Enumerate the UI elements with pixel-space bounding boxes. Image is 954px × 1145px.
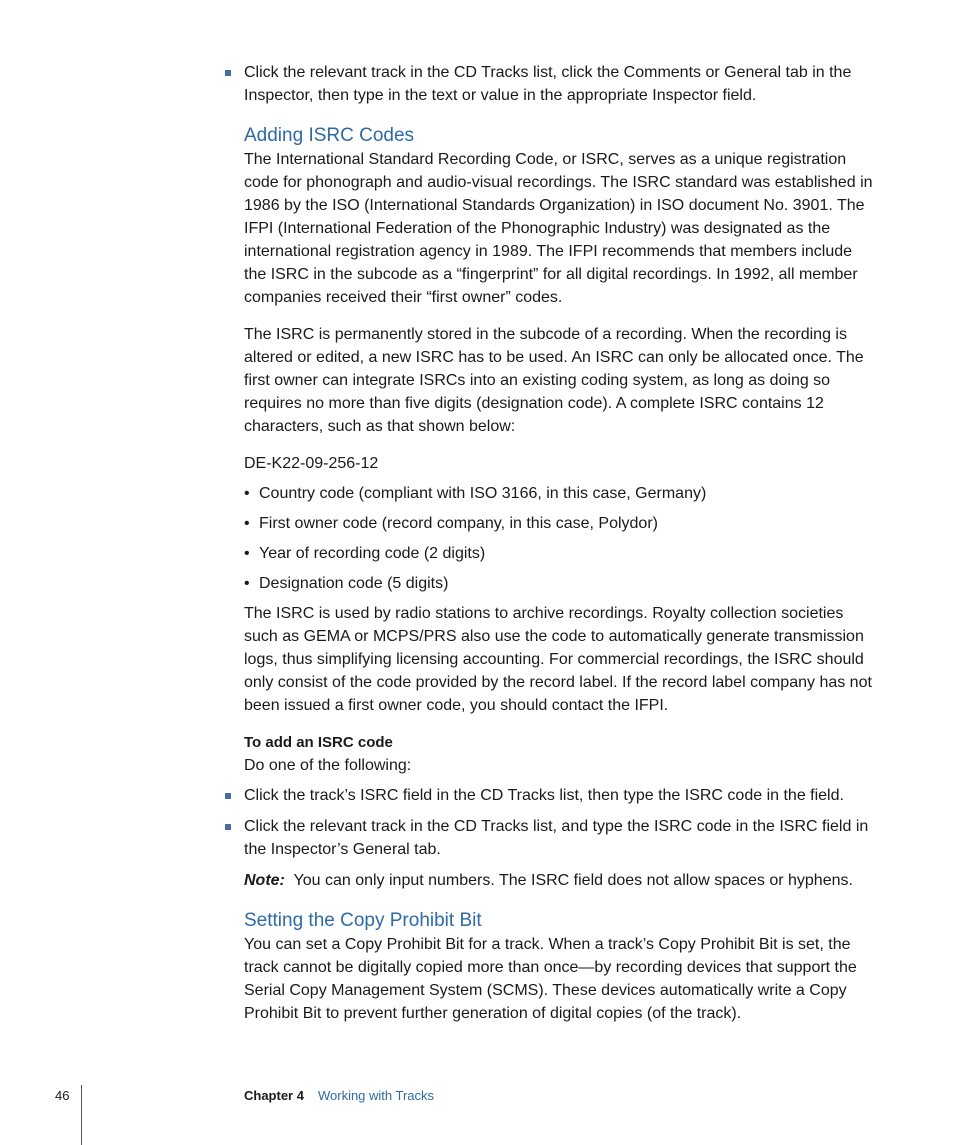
square-bullet-icon xyxy=(225,793,231,799)
section-heading-isrc: Adding ISRC Codes xyxy=(244,125,415,146)
page-footer xyxy=(0,1085,954,1145)
page-content xyxy=(244,61,876,1025)
dot-bullet-icon: • xyxy=(244,575,250,592)
footer-divider xyxy=(81,1085,82,1145)
list-item: • First owner code (record company, in this case, Polydor) xyxy=(244,512,876,535)
square-bullet-icon xyxy=(225,824,231,830)
isrc-paragraph-1: The International Standard Recording Code, or ISRC, serves as a unique registration code for phonograph and audio-visual recordings. The ISRC standard was established in 1986 by the ISO (International Standards Organization) in ISO document No. 3901. The IFPI (International Federation of the Phonographic Industry) was designated as the international registration agency in 1989. The IFPI recommends that members include the ISRC in the subcode as a “fingerprint” for all digital recordings. In 1992, all member companies received their “first owner” codes. xyxy=(244,151,873,306)
section-heading-copy-prohibit: Setting the Copy Prohibit Bit xyxy=(244,910,482,931)
task-title: To add an ISRC code xyxy=(244,734,393,751)
note xyxy=(244,869,876,892)
isrc-paragraph-2: The ISRC is permanently stored in the subcode of a recording. When the recording is altered or edited, a new ISRC has to be used. An ISRC can only be allocated once. The first owner can integrate ISRCs into an existing coding system, as long as doing so requires no more than five digits (designation code). A complete ISRC contains 12 characters, such as that shown below: xyxy=(244,326,864,435)
isrc-paragraph-3: The ISRC is used by radio stations to archive recordings. Royalty collection societies such as GEMA or MCPS/PRS also use the code to automatically generate transmission logs, thus simplifying licensing accounting. For commercial recordings, the ISRC should only consist of the code provided by the record label. If the record label company has not been issued a first owner code, you should contact the IFPI. xyxy=(244,605,872,714)
note-text: You can only input numbers. The ISRC field does not allow spaces or hyphens. xyxy=(293,872,853,889)
dot-bullet-icon: • xyxy=(244,545,250,562)
list-item: • Year of recording code (2 digits) xyxy=(244,542,876,565)
isrc-example-code: DE-K22-09-256-12 xyxy=(244,455,379,472)
dot-bullet-icon: • xyxy=(244,515,250,532)
isrc-code-parts-list xyxy=(244,482,876,595)
page-number: 46 xyxy=(55,1088,70,1103)
copy-prohibit-paragraph: You can set a Copy Prohibit Bit for a track. When a track’s Copy Prohibit Bit is set, the track cannot be digitally copied more than once—by recording devices that support the Serial Copy Management System (SCMS). These devices automatically write a Copy Prohibit Bit to prevent further generation of digital copies (of the track). xyxy=(244,936,857,1022)
square-bullet-icon xyxy=(225,70,231,76)
chapter-title-link[interactable]: Working with Tracks xyxy=(317,1088,435,1103)
chapter-reference xyxy=(244,1087,434,1105)
step-item-2: Click the relevant track in the CD Tracks list, and type the ISRC code in the ISRC field in the Inspector’s General tab. xyxy=(244,815,876,861)
chapter-label: Chapter 4 xyxy=(244,1088,304,1103)
step-item-1: Click the track’s ISRC field in the CD Tracks list, then type the ISRC code in the field. xyxy=(244,784,876,807)
intro-bullet-text: Click the relevant track in the CD Tracks list, click the Comments or General tab in the Inspector, then type in the text or value in the appropriate Inspector field. xyxy=(244,64,852,104)
dot-bullet-icon: • xyxy=(244,485,250,502)
intro-bullet-item xyxy=(244,61,876,107)
list-item: • Designation code (5 digits) xyxy=(244,572,876,595)
note-label: Note: xyxy=(244,872,285,889)
list-item: • Country code (compliant with ISO 3166, in this case, Germany) xyxy=(244,482,876,505)
task-intro: Do one of the following: xyxy=(244,757,412,774)
